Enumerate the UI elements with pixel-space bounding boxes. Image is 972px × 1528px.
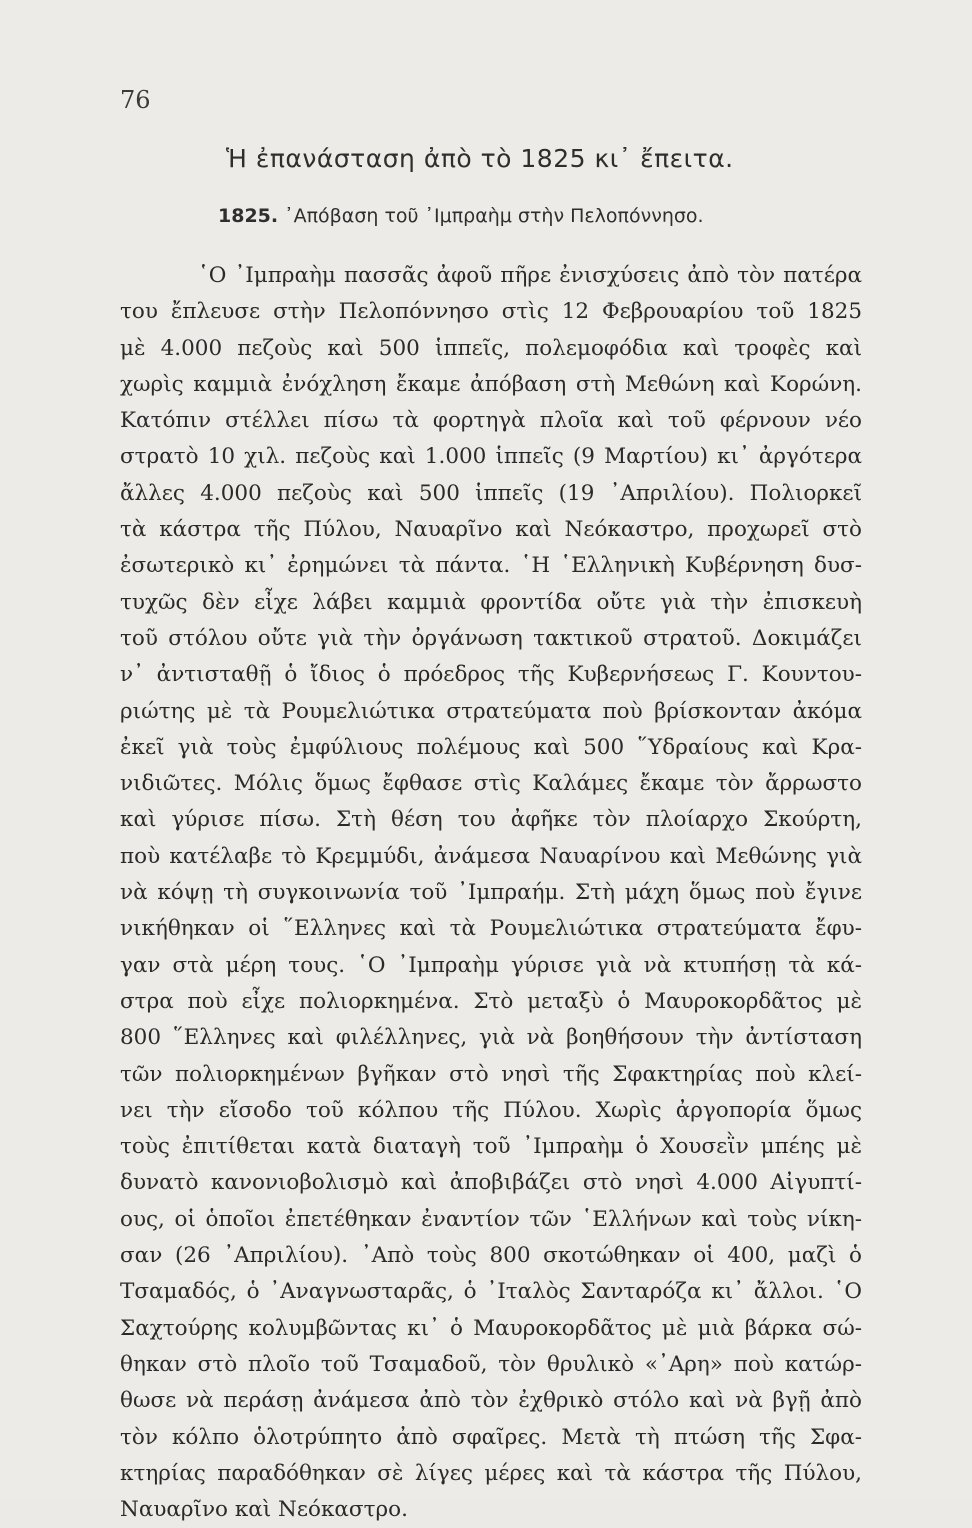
text-line: δυνατὸ κανονιοβολισμὸ καὶ ἀποβιβάζει στὸ νησὶ 4.000 Αἰγυπτί- xyxy=(120,1170,862,1196)
text-line: ποὺ κατέλαβε τὸ Κρεμμύδι, ἀνάμεσα Ναυαρίνου καὶ Μεθώνης γιὰ xyxy=(120,843,862,869)
text-line: του ἔπλευσε στὴν Πελοπόννησο στὶς 12 Φεβρουαρίου τοῦ 1825 xyxy=(120,299,862,325)
text-line: τοῦ στόλου οὔτε γιὰ τὴν ὀργάνωση τακτικοῦ στρατοῦ. Δοκιμάζει xyxy=(120,625,862,651)
text-line: νιδιῶτες. Μόλις ὅμως ἔφθασε στὶς Καλάμες ἔκαμε τὸν ἄρρωστο xyxy=(120,771,862,797)
text-line: γαν στὰ μέρη τους. ῾Ο ᾽Ιμπραὴμ γύρισε γιὰ νὰ κτυπήσῃ τὰ κά- xyxy=(120,952,862,978)
text-line: νὰ κόψῃ τὴ συγκοινωνία τοῦ ᾽Ιμπραήμ. Στὴ μάχη ὅμως ποὺ ἔγινε xyxy=(120,880,862,906)
text-line: σαν (26 ᾽Απριλίου). ᾽Απὸ τοὺς 800 σκοτώθηκαν οἱ 400, μαζὶ ὁ xyxy=(120,1243,862,1269)
section-heading-text: ᾽Απόβαση τοῦ ᾽Ιμπραὴμ στὴν Πελοπόννησο. xyxy=(284,205,704,227)
text-line: μὲ 4.000 πεζοὺς καὶ 500 ἱππεῖς, πολεμοφόδια καὶ τροφὲς καὶ xyxy=(120,335,862,361)
text-line: νικήθηκαν οἱ ῞Ελληνες καὶ τὰ Ρουμελιώτικα στρατεύματα ἔφυ- xyxy=(120,916,862,942)
section-year: 1825. xyxy=(218,205,279,227)
text-line: τῶν πολιορκημένων βγῆκαν στὸ νησὶ τῆς Σφακτηρίας ποὺ κλεί- xyxy=(120,1061,862,1087)
text-line: Σαχτούρης κολυμβῶντας κι᾽ ὁ Μαυροκορδᾶτος μὲ μιὰ βάρκα σώ- xyxy=(120,1315,862,1341)
text-line: Ναυαρῖνο καὶ Νεόκαστρο. xyxy=(120,1497,408,1523)
text-line: τὰ κάστρα τῆς Πύλου, Ναυαρῖνο καὶ Νεόκαστρο, προχωρεῖ στὸ xyxy=(120,517,862,543)
text-line: ριώτης μὲ τὰ Ρουμελιώτικα στρατεύματα ποὺ βρίσκονταν ἀκόμα xyxy=(120,698,862,724)
chapter-title: Ἡ ἐπανάσταση ἀπὸ τὸ 1825 κι᾽ ἔπειτα. xyxy=(226,144,734,173)
text-line: κτηρίας παραδόθηκαν σὲ λίγες μέρες καὶ τὰ κάστρα τῆς Πύλου, xyxy=(120,1460,862,1486)
text-line: ους, οἱ ὁποῖοι ἐπετέθηκαν ἐναντίον τῶν ῾Ελλήνων καὶ τοὺς νίκη- xyxy=(120,1206,862,1232)
text-line: στρα ποὺ εἶχε πολιορκημένα. Στὸ μεταξὺ ὁ Μαυροκορδᾶτος μὲ xyxy=(120,988,862,1014)
text-line: τοὺς ἐπιτίθεται κατὰ διαταγὴ τοῦ ᾽Ιμπραὴμ ὁ Χουσεῒν μπέης μὲ xyxy=(120,1134,862,1160)
text-line: ἐκεῖ γιὰ τοὺς ἐμφύλιους πολέμους καὶ 500 ῞Υδραίους καὶ Κρα- xyxy=(120,734,862,760)
text-line: Τσαμαδός, ὁ ᾽Αναγνωσταρᾶς, ὁ ᾽Ιταλὸς Σανταρόζα κι᾽ ἄλλοι. ῾Ο xyxy=(120,1279,862,1305)
text-line: καὶ γύρισε πίσω. Στὴ θέση του ἀφῆκε τὸν πλοίαρχο Σκούρτη, xyxy=(120,807,862,833)
text-line: ν᾽ ἀντισταθῇ ὁ ἴδιος ὁ πρόεδρος τῆς Κυβερνήσεως Γ. Κουντου- xyxy=(120,662,862,688)
text-line: νει τὴν εἴσοδο τοῦ κόλπου τῆς Πύλου. Χωρὶς ἀργοπορία ὅμως xyxy=(120,1097,862,1123)
text-line: 800 ῞Ελληνες καὶ φιλέλληνες, γιὰ νὰ βοηθήσουν τὴν ἀντίσταση xyxy=(120,1025,862,1051)
body-paragraph xyxy=(120,258,862,1528)
text-line: θωσε νὰ περάσῃ ἀνάμεσα ἀπὸ τὸν ἐχθρικὸ στόλο καὶ νὰ βγῇ ἀπὸ xyxy=(120,1388,862,1414)
section-heading xyxy=(218,205,798,227)
text-line: χωρὶς καμμιὰ ἐνόχληση ἔκαμε ἀπόβαση στὴ Μεθώνη καὶ Κορώνη. xyxy=(120,371,862,397)
text-line: τὸν κόλπο ὁλοτρύπητο ἀπὸ σφαῖρες. Μετὰ τὴ πτώση τῆς Σφα- xyxy=(120,1424,862,1450)
text-line: Κατόπιν στέλλει πίσω τὰ φορτηγὰ πλοῖα καὶ τοῦ φέρνουν νέο xyxy=(120,408,862,434)
text-line: ἐσωτερικὸ κι᾽ ἐρημώνει τὰ πάντα. ῾Η ῾Ελληνικὴ Κυβέρνηση δυσ- xyxy=(120,553,862,579)
page-number: 76 xyxy=(120,86,151,114)
text-line: θηκαν στὸ πλοῖο τοῦ Τσαμαδοῦ, τὸν θρυλικὸ «᾽Αρη» ποὺ κατώρ- xyxy=(120,1351,862,1377)
text-line: ῾Ο ᾽Ιμπραὴμ πασσᾶς ἀφοῦ πῆρε ἐνισχύσεις ἀπὸ τὸν πατέρα xyxy=(198,263,862,288)
text-line: τυχῶς δὲν εἶχε λάβει καμμιὰ φροντίδα οὔτε γιὰ τὴν ἐπισκευὴ xyxy=(120,589,862,615)
text-line: ἄλλες 4.000 πεζοὺς καὶ 500 ἱππεῖς (19 ᾽Απριλίου). Πολιορκεῖ xyxy=(120,480,862,506)
text-line: στρατὸ 10 χιλ. πεζοὺς καὶ 1.000 ἱππεῖς (9 Μαρτίου) κι᾽ ἀργότερα xyxy=(120,444,862,470)
